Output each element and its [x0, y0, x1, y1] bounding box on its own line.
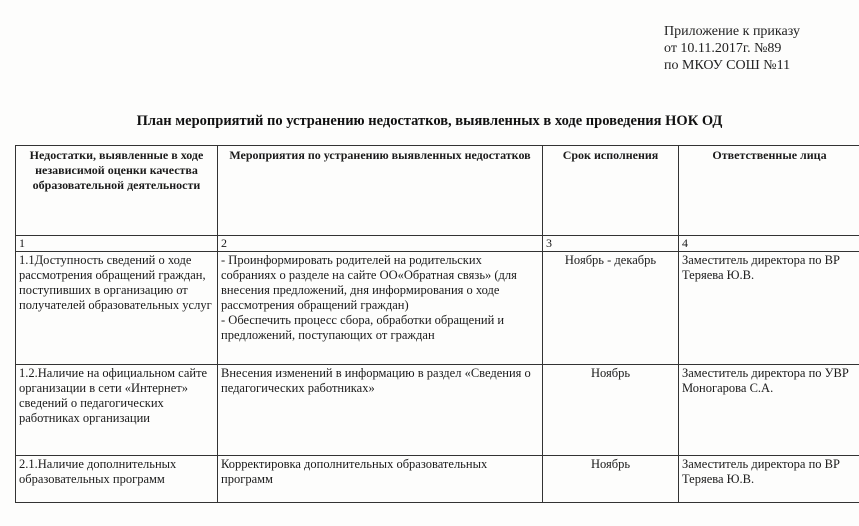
appendix-note	[664, 23, 800, 74]
header-deadline: Срок исполнения	[543, 146, 679, 236]
plan-table	[15, 145, 859, 503]
column-number: 4	[679, 236, 859, 252]
responsible-cell: Заместитель директора по ВР Теряева Ю.В.	[679, 252, 859, 365]
measures-cell	[218, 365, 543, 456]
column-number: 3	[543, 236, 679, 252]
deficiency-cell: 1.1Доступность сведений о ходе рассмотрения обращений граждан, поступивших в организацию от получателей образовательных услуг	[16, 252, 218, 365]
measure-item: Корректировка дополнительных образовательных программ	[221, 457, 488, 486]
document-title: План мероприятий по устранению недостатков, выявленных в ходе проведения НОК ОД	[136, 113, 723, 129]
header-responsible: Ответственные лица	[679, 146, 859, 236]
appendix-line-2: от 10.11.2017г. №89	[664, 41, 782, 56]
measures-cell	[218, 252, 543, 365]
column-number: 2	[218, 236, 543, 252]
table-row	[16, 252, 859, 365]
table-row	[16, 365, 859, 456]
responsible-cell: Заместитель директора по УВР Моногарова С.А.	[679, 365, 859, 456]
column-number: 1	[16, 236, 218, 252]
header-measures: Мероприятия по устранению выявленных недостатков	[218, 146, 543, 236]
deadline-cell: Ноябрь	[543, 456, 679, 503]
header-deficiencies: Недостатки, выявленные в ходе независимой оценки качества образовательной деятельности	[16, 146, 218, 236]
deficiency-cell: 2.1.Наличие дополнительных образовательных программ	[16, 456, 218, 503]
appendix-line-3: по МКОУ СОШ №11	[664, 58, 791, 73]
measure-item: - Проинформировать родителей на родительских собраниях о разделе на сайте ОО«Обратная связь» (для внесения предложений, дня информирования о ходе рассмотрения обращений граждан)	[221, 253, 517, 312]
measure-item: Внесения изменений в информацию в раздел «Сведения о педагогических работниках»	[221, 366, 531, 395]
table-row	[16, 456, 859, 503]
deadline-cell: Ноябрь	[543, 365, 679, 456]
measures-cell	[218, 456, 543, 503]
measure-item: - Обеспечить процесс сбора, обработки обращений и предложений, поступающих от граждан	[221, 313, 505, 342]
column-number-row	[16, 236, 859, 252]
responsible-cell: Заместитель директора по ВР Теряева Ю.В.	[679, 456, 859, 503]
deadline-cell: Ноябрь - декабрь	[543, 252, 679, 365]
appendix-line-1: Приложение к приказу	[664, 24, 800, 39]
deficiency-cell: 1.2.Наличие на официальном сайте организации в сети «Интернет» сведений о педагогических работниках организации	[16, 365, 218, 456]
table-header-row	[16, 146, 859, 236]
